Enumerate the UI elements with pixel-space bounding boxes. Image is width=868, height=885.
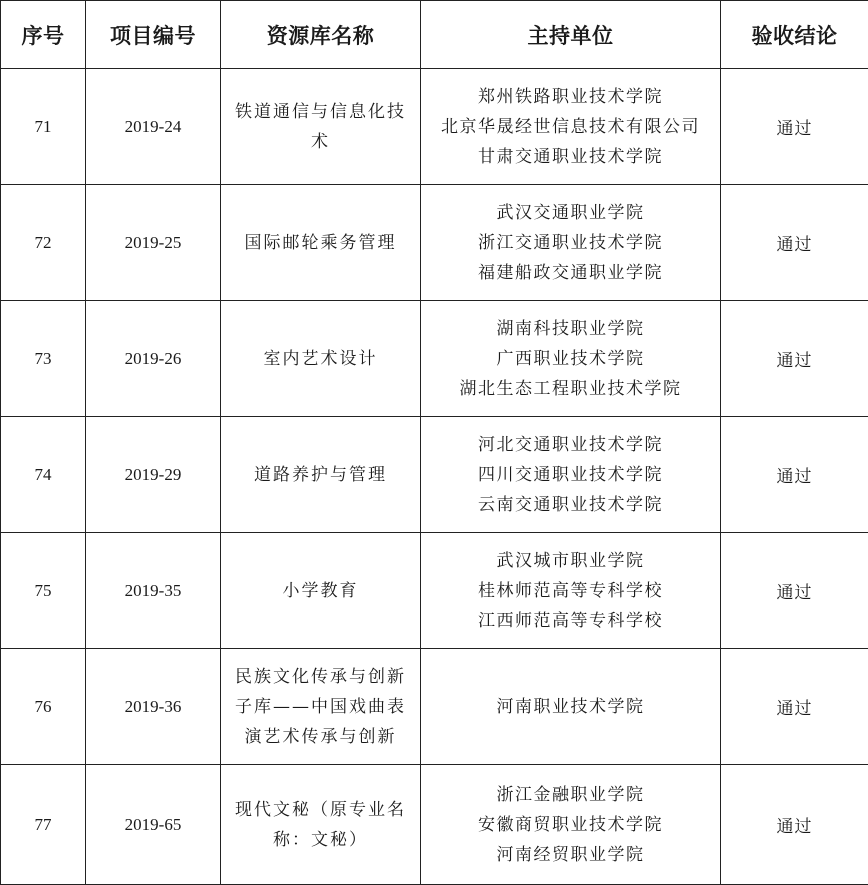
host-unit-line: 河南职业技术学院 (425, 692, 716, 722)
cell-library-name (221, 301, 421, 417)
host-unit-line: 北京华晟经世信息技术有限公司 (425, 112, 716, 142)
cell-library-name (221, 533, 421, 649)
cell-project-code: 2019-25 (86, 185, 221, 301)
library-name-lines (225, 228, 416, 258)
cell-seq: 71 (1, 69, 86, 185)
host-unit-line: 广西职业技术学院 (425, 344, 716, 374)
table-row (1, 533, 868, 649)
library-name-line: 子库——中国戏曲表 (225, 692, 416, 722)
host-unit-line: 郑州铁路职业技术学院 (425, 82, 716, 112)
cell-acceptance-result: 通过 (721, 533, 868, 649)
cell-seq: 75 (1, 533, 86, 649)
cell-seq: 74 (1, 417, 86, 533)
header-acceptance-result: 验收结论 (721, 1, 868, 69)
host-unit-lines (425, 546, 716, 636)
table-row (1, 649, 868, 765)
host-unit-line: 浙江金融职业学院 (425, 780, 716, 810)
cell-seq: 76 (1, 649, 86, 765)
host-unit-line: 河北交通职业技术学院 (425, 430, 716, 460)
cell-host-units (421, 417, 721, 533)
cell-seq: 72 (1, 185, 86, 301)
cell-seq: 77 (1, 765, 86, 885)
library-name-line: 铁道通信与信息化技 (225, 97, 416, 127)
library-name-line: 道路养护与管理 (225, 460, 416, 490)
cell-project-code: 2019-26 (86, 301, 221, 417)
library-name-line: 国际邮轮乘务管理 (225, 228, 416, 258)
host-unit-lines (425, 780, 716, 870)
host-unit-line: 安徽商贸职业技术学院 (425, 810, 716, 840)
cell-seq: 73 (1, 301, 86, 417)
library-name-lines (225, 576, 416, 606)
cell-library-name (221, 69, 421, 185)
table-row (1, 417, 868, 533)
cell-project-code: 2019-24 (86, 69, 221, 185)
host-unit-line: 桂林师范高等专科学校 (425, 576, 716, 606)
cell-host-units (421, 649, 721, 765)
table-header (1, 1, 868, 69)
header-project-code: 项目编号 (86, 1, 221, 69)
header-host-units: 主持单位 (421, 1, 721, 69)
host-unit-line: 云南交通职业技术学院 (425, 490, 716, 520)
cell-library-name (221, 649, 421, 765)
host-unit-line: 四川交通职业技术学院 (425, 460, 716, 490)
library-name-lines (225, 344, 416, 374)
host-unit-lines (425, 314, 716, 404)
table-row (1, 69, 868, 185)
cell-acceptance-result: 通过 (721, 417, 868, 533)
cell-acceptance-result: 通过 (721, 69, 868, 185)
library-name-line: 室内艺术设计 (225, 344, 416, 374)
cell-library-name (221, 765, 421, 885)
library-name-line: 演艺术传承与创新 (225, 722, 416, 752)
header-seq: 序号 (1, 1, 86, 69)
header-row (1, 1, 868, 69)
library-name-lines (225, 460, 416, 490)
host-unit-lines (425, 82, 716, 172)
library-name-line: 小学教育 (225, 576, 416, 606)
cell-host-units (421, 533, 721, 649)
cell-host-units (421, 301, 721, 417)
host-unit-lines (425, 692, 716, 722)
header-library-name: 资源库名称 (221, 1, 421, 69)
cell-acceptance-result: 通过 (721, 765, 868, 885)
host-unit-lines (425, 430, 716, 520)
host-unit-line: 湖北生态工程职业技术学院 (425, 374, 716, 404)
cell-host-units (421, 765, 721, 885)
host-unit-line: 湖南科技职业学院 (425, 314, 716, 344)
host-unit-line: 甘肃交通职业技术学院 (425, 142, 716, 172)
cell-acceptance-result: 通过 (721, 301, 868, 417)
host-unit-line: 福建船政交通职业学院 (425, 258, 716, 288)
library-name-line: 称：文秘） (225, 825, 416, 855)
cell-project-code: 2019-65 (86, 765, 221, 885)
host-unit-line: 浙江交通职业技术学院 (425, 228, 716, 258)
cell-acceptance-result: 通过 (721, 649, 868, 765)
cell-project-code: 2019-35 (86, 533, 221, 649)
host-unit-lines (425, 198, 716, 288)
host-unit-line: 河南经贸职业学院 (425, 840, 716, 870)
library-name-lines (225, 97, 416, 157)
host-unit-line: 武汉城市职业学院 (425, 546, 716, 576)
host-unit-line: 江西师范高等专科学校 (425, 606, 716, 636)
cell-project-code: 2019-29 (86, 417, 221, 533)
cell-library-name (221, 185, 421, 301)
cell-project-code: 2019-36 (86, 649, 221, 765)
library-name-line: 民族文化传承与创新 (225, 662, 416, 692)
table-row (1, 765, 868, 885)
library-name-lines (225, 795, 416, 855)
cell-acceptance-result: 通过 (721, 185, 868, 301)
table-body (1, 69, 868, 885)
library-name-lines (225, 662, 416, 752)
cell-host-units (421, 185, 721, 301)
library-name-line: 术 (225, 127, 416, 157)
host-unit-line: 武汉交通职业学院 (425, 198, 716, 228)
table-row (1, 185, 868, 301)
table-row (1, 301, 868, 417)
library-name-line: 现代文秘（原专业名 (225, 795, 416, 825)
cell-library-name (221, 417, 421, 533)
cell-host-units (421, 69, 721, 185)
